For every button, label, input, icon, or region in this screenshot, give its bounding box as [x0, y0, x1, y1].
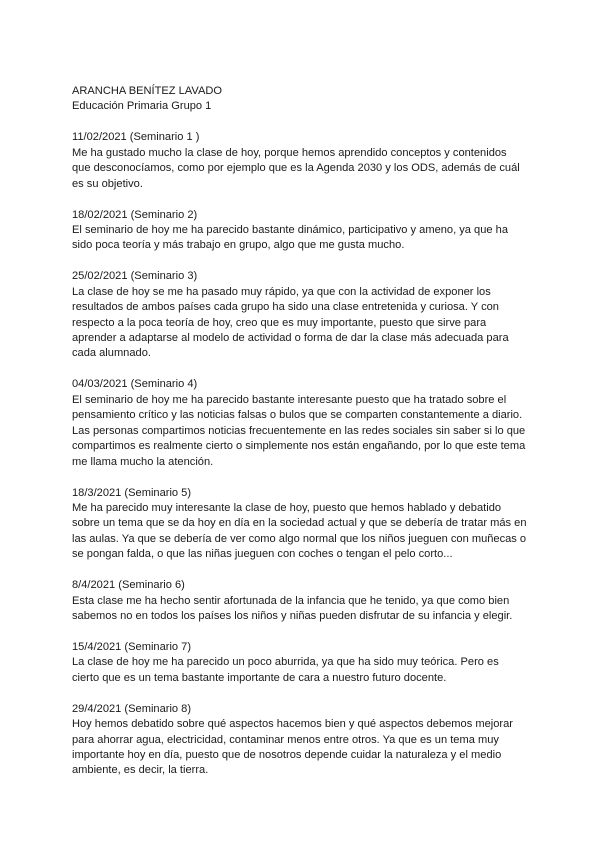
entry-text-line: El seminario de hoy me ha parecido bastante dinámico, participativo y ameno, ya que ha [72, 224, 508, 237]
entry-text-line: cierto que es un tema bastante importante de cara a nuestro futuro docente. [72, 671, 447, 684]
entry-date: 15/4/2021 (Seminario 7) [72, 640, 192, 653]
entry-date: 8/4/2021 (Seminario 6) [72, 579, 185, 592]
entry-text-line: importante hoy en día, puesto que de nosotros depende cuidar la naturaleza y el medio [72, 748, 502, 761]
entry-text-line: es su objetivo. [72, 177, 143, 190]
document-page [72, 84, 532, 779]
entry-text [72, 285, 532, 362]
entry-text-line: para ahorrar agua, electricidad, contaminar menos entre otros. Ya que es un tema muy [72, 733, 499, 746]
entry-text-line: Me ha gustado mucho la clase de hoy, porque hemos aprendido conceptos y contenidos [72, 146, 507, 159]
entry-text-line: resultados de ambos países cada grupo ha sido una clase entretenida y curiosa. Y con [72, 301, 499, 314]
journal-entry [72, 578, 532, 624]
entry-date: 04/03/2021 (Seminario 4) [72, 378, 198, 391]
entry-text-line: las aulas. Ya que se debería de ver como algo normal que los niños jueguen con muñecas o [72, 532, 527, 545]
entry-date: 11/02/2021 (Seminario 1 ) [72, 131, 200, 144]
entry-text-line: Me ha parecido muy interesante la clase de hoy, puesto que hemos hablado y debatido [72, 501, 502, 514]
course-name: Educación Primaria Grupo 1 [72, 100, 212, 113]
journal-entry [72, 486, 532, 563]
entry-text-line: sobre un tema que se da hoy en día en la sociedad actual y que se debería de tratar más en [72, 517, 527, 530]
entry-text-line: La clase de hoy se me ha pasado muy rápido, ya que con la actividad de exponer los [72, 285, 491, 298]
author-name: ARANCHA BENÍTEZ LAVADO [72, 85, 223, 97]
document-header [72, 84, 532, 115]
entry-text [72, 501, 532, 563]
entry-text-line: se pongan falda, o que las niñas jueguen con coches o tengan el pelo corto... [72, 548, 453, 561]
entry-text [72, 594, 532, 625]
journal-entry [72, 377, 532, 469]
entry-date: 18/02/2021 (Seminario 2) [72, 208, 198, 221]
journal-entries [72, 130, 532, 778]
entry-text-line: La clase de hoy me ha parecido un poco aburrida, ya que ha sido muy teórica. Pero es [72, 656, 499, 669]
journal-entry [72, 269, 532, 361]
entry-date: 25/02/2021 (Seminario 3) [72, 270, 198, 283]
entry-text-line: cada alumnado. [72, 347, 151, 360]
journal-entry [72, 208, 532, 254]
entry-text-line: respecto a la poca teoría de hoy, creo que es muy importante, puesto que sirve para [72, 316, 487, 329]
entry-date: 18/3/2021 (Seminario 5) [72, 486, 192, 499]
journal-entry [72, 130, 532, 192]
journal-entry [72, 640, 532, 686]
entry-text [72, 223, 532, 254]
entry-text-line: que desconocíamos, como por ejemplo que es la Agenda 2030 y los ODS, además de cuál [72, 162, 520, 175]
entry-text-line: compartimos es realmente cierto o simplemente nos están engañando, por lo que este tema [72, 440, 526, 453]
journal-entry [72, 702, 532, 779]
entry-text-line: ambiente, es decir, la tierra. [72, 764, 209, 777]
entry-date: 29/4/2021 (Seminario 8) [72, 702, 192, 715]
entry-text-line: El seminario de hoy me ha parecido bastante interesante puesto que ha tratado sobre el [72, 393, 507, 406]
entry-text-line: me llama mucho la atención. [72, 455, 214, 468]
entry-text [72, 393, 532, 470]
entry-text [72, 717, 532, 779]
entry-text-line: Las personas compartimos noticias frecuentemente en las redes sociales sin saber si lo que [72, 424, 526, 437]
entry-text-line: Esta clase me ha hecho sentir afortunada de la infancia que he tenido, ya que como bien [72, 594, 510, 607]
entry-text-line: sido poca teoría y más trabajo en grupo, algo que me gusta mucho. [72, 239, 405, 252]
entry-text [72, 146, 532, 192]
entry-text-line: aprender a adaptarse al modelo de actividad o forma de dar la clase más adecuada para [72, 332, 509, 345]
entry-text-line: Hoy hemos debatido sobre qué aspectos hacemos bien y qué aspectos debemos mejorar [72, 718, 513, 731]
entry-text [72, 655, 532, 686]
entry-text-line: pensamiento crítico y las noticias falsas o bulos que se comparten constantemente a diario. [72, 409, 523, 422]
entry-text-line: sabemos no en todos los países los niños y niñas pueden disfrutar de su infancia y elegir. [72, 609, 513, 622]
